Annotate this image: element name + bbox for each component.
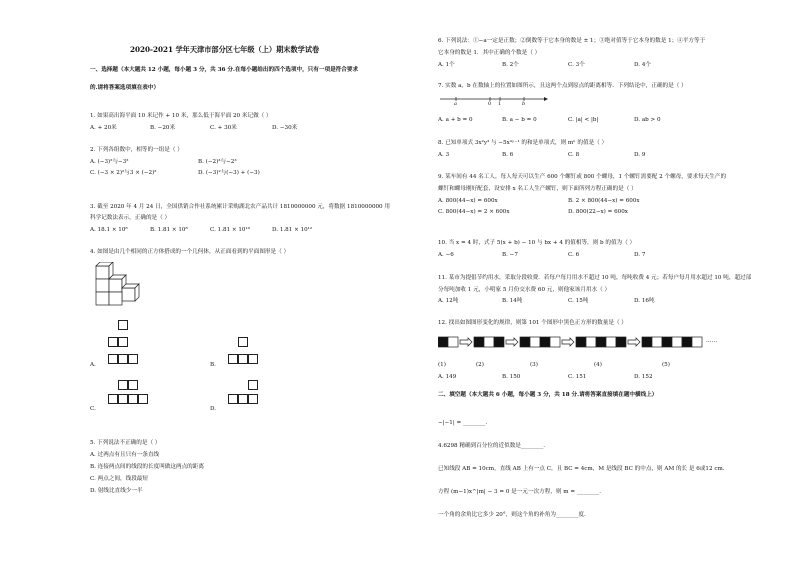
q10-option-d: D. 7 <box>634 252 646 258</box>
fill-q16: 方程 (m−1)x^|m| − 3 = 0 是一元一次方程，则 m = ________. <box>438 489 602 495</box>
q8-stem: 8. 已知单项式 3x²y³ 与 −5x³ʸ⁻¹ 的和是单项式，则 mⁿ 的值是（ ） <box>438 140 608 146</box>
q1-option-b: B. −20米 <box>150 125 176 131</box>
q12-label-2: (2) <box>476 362 484 368</box>
left-column <box>86 0 466 562</box>
q12-label-4: (4) <box>594 362 602 368</box>
section2-heading: 二、填空题（本大题共 6 小题，每小题 3 分，共 18 分.请将答案直接填在题中横线上） <box>438 392 658 398</box>
q8-option-b: B. 6 <box>502 152 514 158</box>
axis-label-1: 1 <box>498 101 502 107</box>
q1-option-a: A. + 20米 <box>90 125 117 131</box>
axis-label-b: b <box>522 101 526 107</box>
fill-q13: −|−1| = ________. <box>438 420 488 426</box>
q9-option-b: B. 2 × 800(44−x) = 600x <box>568 198 640 204</box>
q4-label-a: A. <box>90 362 96 368</box>
q7-option-d: D. ab > 0 <box>634 117 661 123</box>
q1-option-c: C. + 30米 <box>210 125 237 131</box>
q2-option-a: A. (−3)²与−3² <box>90 159 129 165</box>
q6-option-b: B. 2个 <box>502 62 519 68</box>
q1-option-d: D. −30米 <box>272 125 298 131</box>
q1-stem: 1. 如果高出海平面 10 米记作 + 10 米，那么低于海平面 20 米记做（ ） <box>90 113 272 119</box>
q6-option-a: A. 1个 <box>438 62 455 68</box>
q6-stem-cont: 它本身的数是 1．其中正确的个数是（ ） <box>438 50 541 56</box>
q10-option-c: C. 6 <box>568 252 580 258</box>
q3-option-b: B. 1.81 × 10⁸ <box>150 227 188 233</box>
q10-stem: 10. 当 x = 4 时，式子 5(x + b) − 10 与 bx + 4 的值相等，则 b 的值为（ ） <box>438 240 636 246</box>
q4-figure-c <box>98 376 158 416</box>
q11-stem-cont: 分每吨加收 1 元，小明家 5 月份交水费 60 元，则他家该月用水（ ） <box>438 287 611 293</box>
q8-option-c: C. 8 <box>568 152 580 158</box>
axis-label-a: a <box>454 101 457 107</box>
q12-label-1: (1) <box>438 362 446 368</box>
fill-q15: 已知线段 AB = 10cm，直线 AB 上有一点 C，且 BC = 4cm，M 是线段 BC 的中点，则 AM 的长 是 6或12 cm. <box>438 466 725 472</box>
q7-option-c: C. |a| < |b| <box>568 117 599 123</box>
q5-option-d: D. 射线比直线少一半 <box>90 488 143 494</box>
q6-option-c: C. 3个 <box>568 62 585 68</box>
q11-option-c: C. 15吨 <box>568 298 589 304</box>
q4-figure-b <box>218 316 268 368</box>
q5-option-c: C. 两点之间，线段最短 <box>90 476 148 482</box>
q9-option-d: D. 800(22−x) = 600x <box>568 209 628 215</box>
axis-label-0: 0 <box>488 101 492 107</box>
q11-stem: 11. 某市为提倡节约用水，采取分段收费．若每户每月用水不超过 10 吨，每吨收费 4 元；若每户每月用水超过 10 吨，超过部 <box>438 275 752 281</box>
q12-option-c: C. 151 <box>568 374 587 380</box>
q4-figure-d <box>218 376 278 416</box>
q2-option-b: B. (−2)³与−2³ <box>198 159 237 165</box>
q6-stem: 6. 下列说法：①−a一定是正数；②倒数等于它本身的数是 ± 1；③绝对值等于它本身的数是 1；④平方等于 <box>438 38 706 44</box>
cube-solid-figure <box>94 262 158 306</box>
q11-option-b: B. 14吨 <box>502 298 523 304</box>
q4-stem: 4. 如图是由几个相同的正方体搭成的一个几何体，从正面看到的平面图形是（ ） <box>90 249 290 255</box>
q3-option-d: D. 1.81 × 10¹² <box>272 227 313 233</box>
q12-option-d: D. 152 <box>634 374 653 380</box>
q9-option-a: A. 800(44−x) = 600x <box>438 198 498 204</box>
q10-option-b: B. −7 <box>502 252 518 258</box>
q11-option-d: D. 16吨 <box>634 298 655 304</box>
q12-label-5: (5) <box>662 362 670 368</box>
q4-figure-a <box>98 316 138 368</box>
q3-option-c: C. 1.81 × 10¹⁰ <box>210 227 250 233</box>
q5-stem: 5. 下列说法不正确的是（ ） <box>90 440 161 446</box>
q7-option-b: B. a − b = 0 <box>502 117 537 123</box>
q3-stem-cont: 科学记数法表示，正确的是（ ） <box>90 215 171 221</box>
q6-option-d: D. 4个 <box>634 62 651 68</box>
fill-q14: 4.6298 精确到百分位的近似数是________. <box>438 443 546 449</box>
right-column <box>434 0 794 562</box>
q12-stem: 12. 找出如图图形变化的规律，则第 101 个图形中黑色正方形的数量是（ ） <box>438 320 627 326</box>
q12-option-a: A. 149 <box>438 374 457 380</box>
q9-stem-cont: 螺钉和螺母刚好配套，设安排 x 名工人生产螺钉，则下面所列方程正确的是（ ） <box>438 186 637 192</box>
q5-option-b: B. 连接两点间的线段的长度叫做这两点的距离 <box>90 464 204 470</box>
q12-option-b: B. 150 <box>502 374 521 380</box>
q9-option-c: C. 800(44−x) = 2 × 600x <box>438 209 510 215</box>
q2-option-d: D. (−3)²与(−3) + (−3) <box>198 170 260 176</box>
q4-label-d: D. <box>210 406 217 412</box>
q8-option-a: A. 3 <box>438 152 450 158</box>
q9-stem: 9. 某车间有 44 名工人，每人每天可以生产 600 个螺钉或 800 个螺母，1 个螺钉需要配 2 个螺母，要求每天生产的 <box>438 174 727 180</box>
q12-ellipsis: …… <box>706 338 718 344</box>
q12-pattern-figures <box>438 333 728 355</box>
q10-option-a: A. −6 <box>438 252 454 258</box>
q8-option-d: D. 9 <box>634 152 646 158</box>
q3-stem: 3. 截至 2020 年 4 月 24 日，全国供销合作社系统累计采购湖北农产品共计 1810000000 元，将数据 1810000000 用 <box>90 204 390 210</box>
q4-label-c: C. <box>90 406 96 412</box>
q4-label-b: B. <box>210 362 216 368</box>
q7-stem: 7. 实数 a，b 在数轴上的位置如图所示，且这两个点到原点的距离相等．下列结论中，正确的是（ ） <box>438 83 687 89</box>
page-title: 2020-2021 学年天津市部分区七年级（上）期末数学试卷 <box>130 45 320 54</box>
q2-stem: 2. 下列各组数中，相等的一组是（ ） <box>90 147 183 153</box>
section1-heading: 一、选择题（本大题共 12 小题，每小题 3 分，共 36 分.在每小题给出的四个选项中，只有一项是符合要求 <box>90 67 359 73</box>
section1-heading-cont: 的.请将答案选项填在表中） <box>90 85 160 91</box>
q7-option-a: A. a + b = 0 <box>438 117 473 123</box>
q3-option-a: A. 18.1 × 10⁸ <box>90 227 128 233</box>
q2-option-c: C. (−3 × 2)²与3 × (−2)² <box>90 170 157 176</box>
q12-label-3: (3) <box>530 362 538 368</box>
q5-option-a: A. 过两点有且只有一条直线 <box>90 452 160 458</box>
fill-q17: 一个角的余角比它多少 20°，则这个角的补角为________度. <box>438 512 586 518</box>
q11-option-a: A. 12吨 <box>438 298 459 304</box>
